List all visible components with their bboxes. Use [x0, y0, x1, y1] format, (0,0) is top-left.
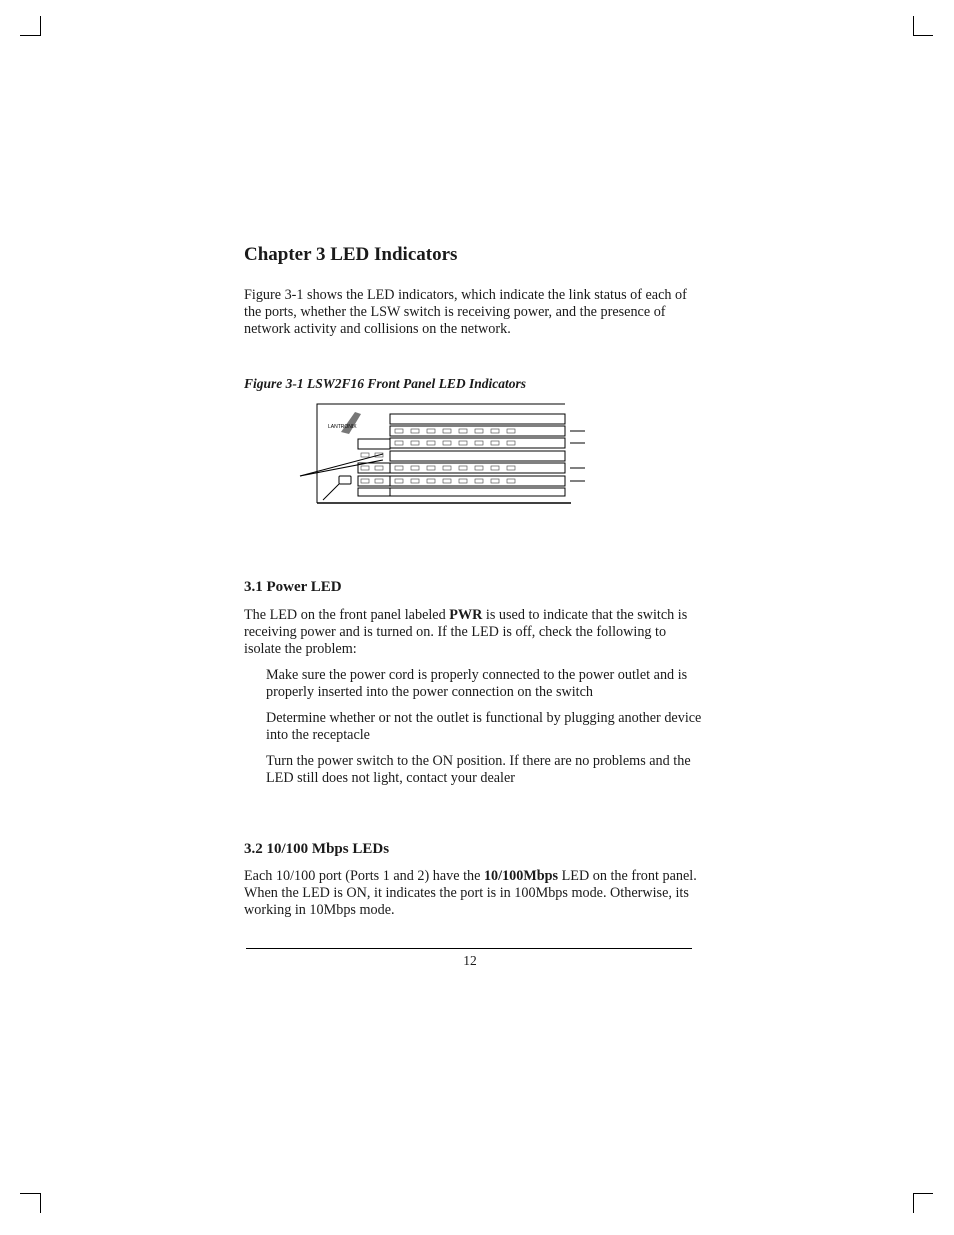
text-run: The LED on the front panel labeled	[244, 607, 450, 623]
section-heading-power-led: 3.1 Power LED	[244, 579, 342, 595]
crop-mark	[20, 1193, 40, 1194]
crop-mark	[20, 35, 40, 36]
crop-mark	[913, 1193, 914, 1213]
svg-text:LANTRONIX: LANTRONIX	[328, 424, 357, 430]
chapter-title: Chapter 3 LED Indicators	[244, 244, 458, 265]
list-item: Determine whether or not the outlet is functional by plugging another device into the receptacle	[266, 710, 702, 744]
crop-mark	[913, 35, 933, 36]
pwr-label: PWR	[449, 607, 483, 623]
crop-mark	[913, 16, 914, 36]
page-number: 12	[463, 953, 477, 968]
crop-mark	[913, 1193, 933, 1194]
text-run: is used to indicate that the switch is receiving power and is turned on. If the LED is off, check the following to isolate the problem:	[244, 607, 688, 658]
text-run: LED on the front panel. When the LED is ON, it indicates the port is in 100Mbps mode. Otherwise, its working in 10Mbps mode.	[244, 868, 697, 919]
figure-caption: Figure 3-1 LSW2F16 Front Panel LED Indicators	[244, 376, 527, 391]
power-led-paragraph	[244, 607, 704, 659]
crop-mark	[40, 16, 41, 36]
list-item: Turn the power switch to the ON position. If there are no problems and the LED still does not light, contact your dealer	[266, 753, 691, 787]
mbps-led-paragraph	[244, 868, 704, 920]
footer-rule	[246, 948, 692, 949]
text-run: Each 10/100 port (Ports 1 and 2) have the	[244, 868, 484, 884]
crop-mark	[40, 1193, 41, 1213]
front-panel-figure	[295, 400, 585, 515]
mbps-label: 10/100Mbps	[483, 868, 559, 884]
intro-paragraph: Figure 3-1 shows the LED indicators, which indicate the link status of each of the ports, whether the LSW switch is receiving power, and the presence of network activity and collisions on the network.	[244, 287, 687, 338]
section-heading-mbps-leds: 3.2 10/100 Mbps LEDs	[244, 841, 390, 857]
list-item: Make sure the power cord is properly connected to the power outlet and is properly inserted into the power connection on the switch	[266, 667, 688, 701]
